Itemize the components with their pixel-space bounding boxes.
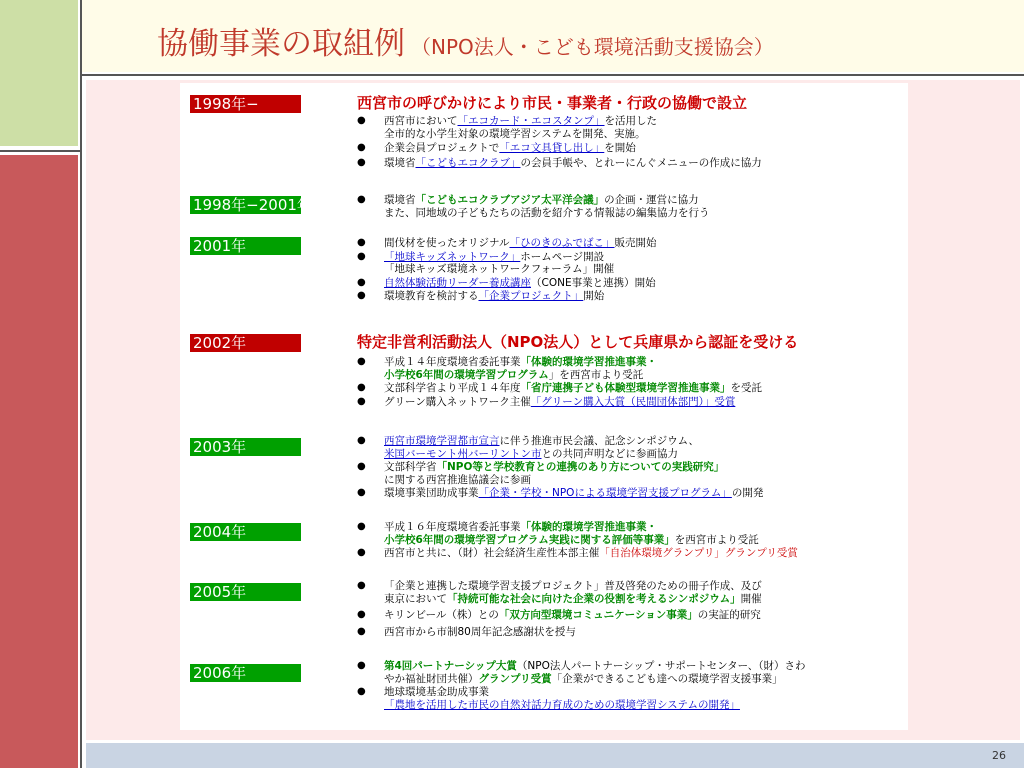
item-text: 環境教育を検討する bbox=[384, 290, 479, 302]
item-link[interactable]: 「地球キッズネットワーク」 bbox=[384, 250, 521, 263]
item-line bbox=[384, 626, 762, 639]
item-line bbox=[384, 115, 762, 128]
item-highlight: 「NPO等と学校教育との連携のあり方についての実践研究」 bbox=[436, 461, 725, 473]
item-text: （NPO法人パートナーシップ・サポートセンター、（財）さわ bbox=[516, 660, 806, 672]
timeline-item bbox=[357, 237, 656, 250]
item-link[interactable]: 自然体験活動リーダー養成講座 bbox=[384, 276, 531, 289]
item-text: 西宮市と共に、（財）社会経済生産性本部主催 bbox=[384, 547, 600, 559]
item-highlight: グランプリ受賞 bbox=[478, 672, 552, 685]
item-text: の会員手帳や、とれーにんぐメニューの作成に協力 bbox=[520, 156, 762, 169]
item-line bbox=[384, 609, 762, 622]
timeline-item bbox=[357, 157, 762, 170]
section-items bbox=[357, 580, 762, 638]
item-text: 東京において bbox=[384, 592, 447, 605]
item-text: 」を西宮市より受託 bbox=[548, 368, 644, 381]
item-link[interactable]: 「グリーン購入大賞（民間団体部門）」受賞 bbox=[530, 395, 736, 408]
timeline-item bbox=[357, 194, 710, 219]
timeline-item bbox=[357, 609, 762, 622]
item-text: 西宮市において bbox=[384, 115, 458, 127]
item-line bbox=[384, 263, 656, 276]
item-highlight: 「省庁連携子ども体験型環境学習推進事業」 bbox=[520, 382, 731, 394]
item-text: との共同声明などに参画協力 bbox=[541, 447, 678, 460]
timeline-item bbox=[357, 251, 656, 276]
section-items bbox=[357, 194, 710, 219]
slide-title bbox=[157, 18, 774, 63]
year-tag: 2001年 bbox=[190, 237, 301, 255]
item-text: に関する西宮推進協議会に参画 bbox=[384, 473, 531, 486]
item-line bbox=[384, 251, 656, 264]
item-line bbox=[384, 382, 762, 395]
item-text: 「地球キッズ環境ネットワークフォーラム」開催 bbox=[384, 263, 615, 275]
timeline-item bbox=[357, 487, 763, 500]
item-link[interactable]: 「企業プロジェクト」 bbox=[478, 290, 584, 302]
item-line bbox=[384, 534, 798, 547]
item-highlight: 「こどもエコクラブアジア太平洋会議」 bbox=[415, 194, 605, 206]
timeline-item bbox=[357, 142, 762, 155]
section-headline: 特定非営利活動法人（NPO法人）として兵庫県から認証を受ける bbox=[357, 333, 799, 351]
item-text: また、同地域の子どもたちの活動を紹介する情報誌の編集協力を行う bbox=[384, 206, 710, 219]
item-line bbox=[384, 237, 656, 250]
section-items bbox=[357, 237, 656, 303]
item-line bbox=[384, 487, 763, 500]
timeline-item bbox=[357, 396, 762, 409]
section-items bbox=[357, 660, 806, 711]
item-highlight: 「持続可能な社会に向けた企業の役割を考えるシンポジウム」 bbox=[447, 592, 741, 605]
item-line bbox=[384, 157, 762, 170]
item-text: に伴う推進市民会議、記念シンポジウム、 bbox=[499, 435, 699, 447]
left-horizontal-divider bbox=[0, 150, 82, 152]
timeline-item bbox=[357, 660, 806, 685]
item-highlight: 第4回パートナーシップ大賞 bbox=[384, 660, 517, 672]
timeline-item bbox=[357, 521, 798, 546]
item-line bbox=[384, 660, 806, 673]
item-text: 環境省 bbox=[384, 194, 416, 206]
item-text: 開始 bbox=[583, 290, 605, 302]
year-tag: 2003年 bbox=[190, 438, 301, 456]
item-text: 環境省 bbox=[384, 156, 416, 169]
item-text: 開催 bbox=[740, 592, 762, 605]
item-link[interactable]: 米国バーモント州バーリントン市 bbox=[384, 447, 542, 460]
item-line bbox=[384, 435, 763, 448]
timeline-item bbox=[357, 580, 762, 605]
item-line bbox=[384, 128, 762, 141]
item-line bbox=[384, 396, 762, 409]
item-link[interactable]: 「こどもエコクラブ」 bbox=[415, 156, 521, 169]
item-line bbox=[384, 207, 710, 220]
item-highlight: 「体験的環境学習推進事業・ bbox=[520, 521, 657, 533]
item-text: を活用した bbox=[604, 115, 657, 127]
item-text: の実証的研究 bbox=[697, 609, 761, 621]
item-line bbox=[384, 547, 798, 560]
item-text: やか福祉財団共催） bbox=[384, 672, 479, 685]
item-text: グリーン購入ネットワーク主催 bbox=[384, 395, 531, 408]
item-link[interactable]: 「農地を活用した市民の自然対話力育成のための環境学習システムの開発」 bbox=[384, 698, 740, 711]
item-line bbox=[384, 448, 763, 461]
item-text: 西宮市から市制80周年記念感謝状を授与 bbox=[384, 625, 576, 638]
item-text: 平成１４年度環境省委託事業 bbox=[384, 356, 521, 368]
item-text: 全市的な小学生対象の環境学習システムを開発、実施。 bbox=[384, 127, 646, 140]
slide-title-main: 協働事業の取組例 bbox=[157, 26, 405, 62]
section-items bbox=[357, 521, 798, 560]
item-line bbox=[384, 194, 710, 207]
year-tag: 2004年 bbox=[190, 523, 301, 541]
title-divider bbox=[82, 74, 1024, 76]
section-items bbox=[357, 356, 762, 408]
item-line bbox=[384, 369, 762, 382]
year-tag: 1998年− bbox=[190, 95, 301, 113]
item-link[interactable]: 西宮市環境学習都市宣言 bbox=[384, 435, 500, 447]
timeline-item bbox=[357, 356, 762, 381]
item-line bbox=[384, 142, 762, 155]
item-line bbox=[384, 461, 763, 474]
slide-subtitle: （NPO法人・こども環境活動支援協会） bbox=[411, 35, 774, 59]
section-items bbox=[357, 115, 762, 169]
timeline-item bbox=[357, 115, 762, 140]
timeline-item bbox=[357, 686, 806, 711]
item-text: 販売開始 bbox=[614, 237, 657, 249]
item-text: 「企業ができるこども達への環境学習支援事業」 bbox=[551, 672, 783, 685]
left-bottom-red-bar bbox=[0, 155, 78, 768]
item-text: キリンビール（株）との bbox=[384, 609, 499, 621]
timeline-item bbox=[357, 277, 656, 290]
item-link[interactable]: 「企業・学校・NPOによる環境学習支援プログラム」 bbox=[478, 487, 732, 499]
item-text: 平成１６年度環境省委託事業 bbox=[384, 521, 521, 533]
item-text: 文部科学省 bbox=[384, 461, 437, 473]
section-items bbox=[357, 435, 763, 500]
timeline-item bbox=[357, 382, 762, 395]
item-link[interactable]: 「エコ文具貸し出し」 bbox=[499, 142, 605, 154]
item-link[interactable]: 「ひのきのふでばこ」 bbox=[509, 237, 615, 249]
item-text: を西宮市より受託 bbox=[674, 533, 759, 546]
item-text: を受託 bbox=[730, 382, 762, 394]
item-line bbox=[384, 474, 763, 487]
left-top-green-bar bbox=[0, 0, 78, 146]
year-tag: 2005年 bbox=[190, 583, 301, 601]
item-line bbox=[384, 277, 656, 290]
vertical-divider bbox=[80, 0, 82, 768]
year-tag: 2002年 bbox=[190, 334, 301, 352]
item-text: ホームページ開設 bbox=[520, 250, 605, 263]
item-line bbox=[384, 290, 656, 303]
item-line bbox=[384, 686, 806, 699]
item-highlight: 「双方向型環境コミュニケーション事業」 bbox=[498, 609, 698, 621]
item-text: （CONE事業と連携）開始 bbox=[531, 276, 656, 289]
item-highlight-red: 「自治体環境グランプリ」グランプリ受賞 bbox=[599, 547, 798, 559]
item-line bbox=[384, 356, 762, 369]
timeline-item bbox=[357, 547, 798, 560]
footer-band bbox=[86, 743, 1024, 768]
item-text: を開始 bbox=[604, 142, 636, 154]
timeline-item bbox=[357, 626, 762, 639]
timeline-item bbox=[357, 435, 763, 460]
item-line bbox=[384, 580, 762, 593]
item-highlight: 小学校6年間の環境学習プログラム bbox=[384, 368, 549, 381]
timeline-item bbox=[357, 290, 656, 303]
item-line bbox=[384, 593, 762, 606]
year-tag: 1998年−2001年 bbox=[190, 196, 301, 214]
item-line bbox=[384, 699, 806, 712]
item-link[interactable]: 「エコカード・エコスタンプ」 bbox=[457, 115, 605, 127]
item-highlight: 「体験的環境学習推進事業・ bbox=[520, 356, 657, 368]
item-text: 企業会員プロジェクトで bbox=[384, 142, 500, 154]
item-highlight: 小学校6年間の環境学習プログラム実践に関する評価等事業」 bbox=[384, 533, 675, 546]
page-number: 26 bbox=[992, 749, 1006, 762]
item-line bbox=[384, 673, 806, 686]
item-text: 間伐材を使ったオリジナル bbox=[384, 237, 510, 249]
item-text: の開発 bbox=[731, 487, 764, 499]
item-text: 環境事業団助成事業 bbox=[384, 487, 479, 499]
section-headline: 西宮市の呼びかけにより市民・事業者・行政の協働で設立 bbox=[357, 94, 748, 112]
item-text: 文部科学省より平成１４年度 bbox=[384, 382, 521, 394]
year-tag: 2006年 bbox=[190, 664, 301, 682]
item-text: の企画・運営に協力 bbox=[604, 194, 699, 206]
timeline-item bbox=[357, 461, 763, 486]
item-text: 地球環境基金助成事業 bbox=[384, 686, 489, 698]
item-text: 「企業と連携した環境学習支援プロジェクト」普及啓発のための冊子作成、及び bbox=[384, 580, 762, 592]
item-line bbox=[384, 521, 798, 534]
